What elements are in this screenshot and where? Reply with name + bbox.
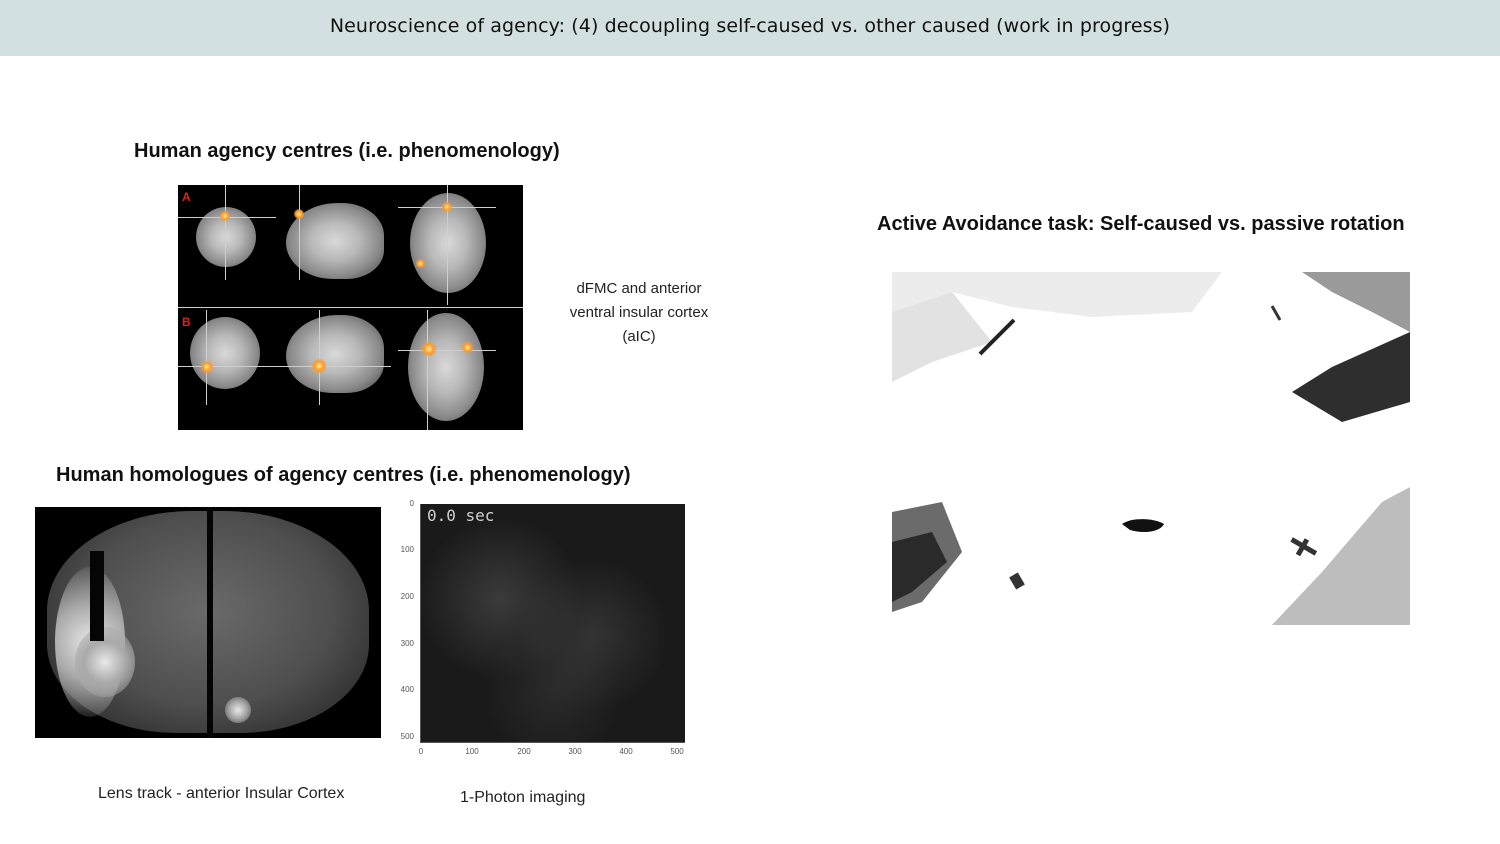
photon-image — [421, 504, 685, 742]
mri-caption-line: dFMC and anterior — [576, 280, 702, 297]
photon-caption: 1-Photon imaging — [460, 789, 586, 806]
activation-spot — [201, 361, 213, 373]
homologues-heading: Human homologues of agency centres (i.e. phenomenology) — [56, 464, 631, 486]
panel-label-b: B — [182, 315, 191, 329]
activation-spot — [442, 202, 452, 212]
activation-spot — [312, 359, 326, 373]
x-tick-label: 400 — [619, 747, 633, 756]
activation-spot — [220, 211, 230, 221]
activation-spot — [422, 342, 436, 356]
mri-figure — [178, 185, 523, 430]
y-tick-label: 0 — [409, 499, 414, 508]
arena-image — [892, 272, 1410, 625]
midline-fissure — [207, 507, 213, 738]
bright-region — [225, 697, 251, 723]
lens-track-caption: Lens track - anterior Insular Cortex — [98, 785, 345, 802]
y-tick-label: 100 — [400, 545, 414, 554]
crosshair-line — [299, 185, 300, 280]
slide-title: Neuroscience of agency: (4) decoupling self-caused vs. other caused (work in progress) — [329, 15, 1171, 37]
row-divider — [178, 307, 523, 308]
coronal-brain-b — [190, 317, 260, 389]
mri-caption-line: ventral insular cortex — [569, 304, 709, 321]
y-tick-label: 200 — [400, 592, 414, 601]
y-tick-label: 500 — [400, 732, 414, 741]
panel-label-a: A — [182, 190, 191, 204]
photon-timestamp: 0.0 sec — [427, 506, 495, 525]
bright-region — [75, 627, 135, 697]
activation-spot — [294, 209, 304, 219]
y-tick-label: 300 — [400, 639, 414, 648]
crosshair-line — [319, 310, 320, 405]
crosshair-line — [178, 366, 276, 367]
brain-section-image — [35, 507, 381, 738]
x-tick-label: 100 — [465, 747, 479, 756]
mri-caption — [548, 277, 730, 349]
crosshair-line — [225, 185, 226, 280]
crosshair-line — [276, 366, 391, 367]
header-bar — [0, 0, 1500, 56]
human-agency-heading: Human agency centres (i.e. phenomenology) — [134, 140, 560, 162]
crosshair-line — [206, 310, 207, 405]
crosshair-line — [398, 350, 496, 351]
sagittal-brain-b — [286, 315, 384, 393]
crosshair-line — [427, 310, 428, 430]
activation-spot — [416, 259, 425, 268]
active-avoidance-heading: Active Avoidance task: Self-caused vs. passive rotation — [877, 213, 1405, 235]
y-tick-label: 400 — [400, 685, 414, 694]
x-tick-label: 500 — [670, 747, 684, 756]
lens-track — [90, 551, 104, 641]
mri-caption-line: (aIC) — [622, 328, 656, 345]
x-tick-label: 200 — [517, 747, 531, 756]
arena-drawing — [892, 272, 1410, 625]
axial-brain-b — [408, 313, 484, 421]
photon-x-axis — [420, 742, 685, 743]
activation-spot — [462, 342, 473, 353]
x-tick-label: 0 — [418, 747, 424, 756]
x-tick-label: 300 — [568, 747, 582, 756]
